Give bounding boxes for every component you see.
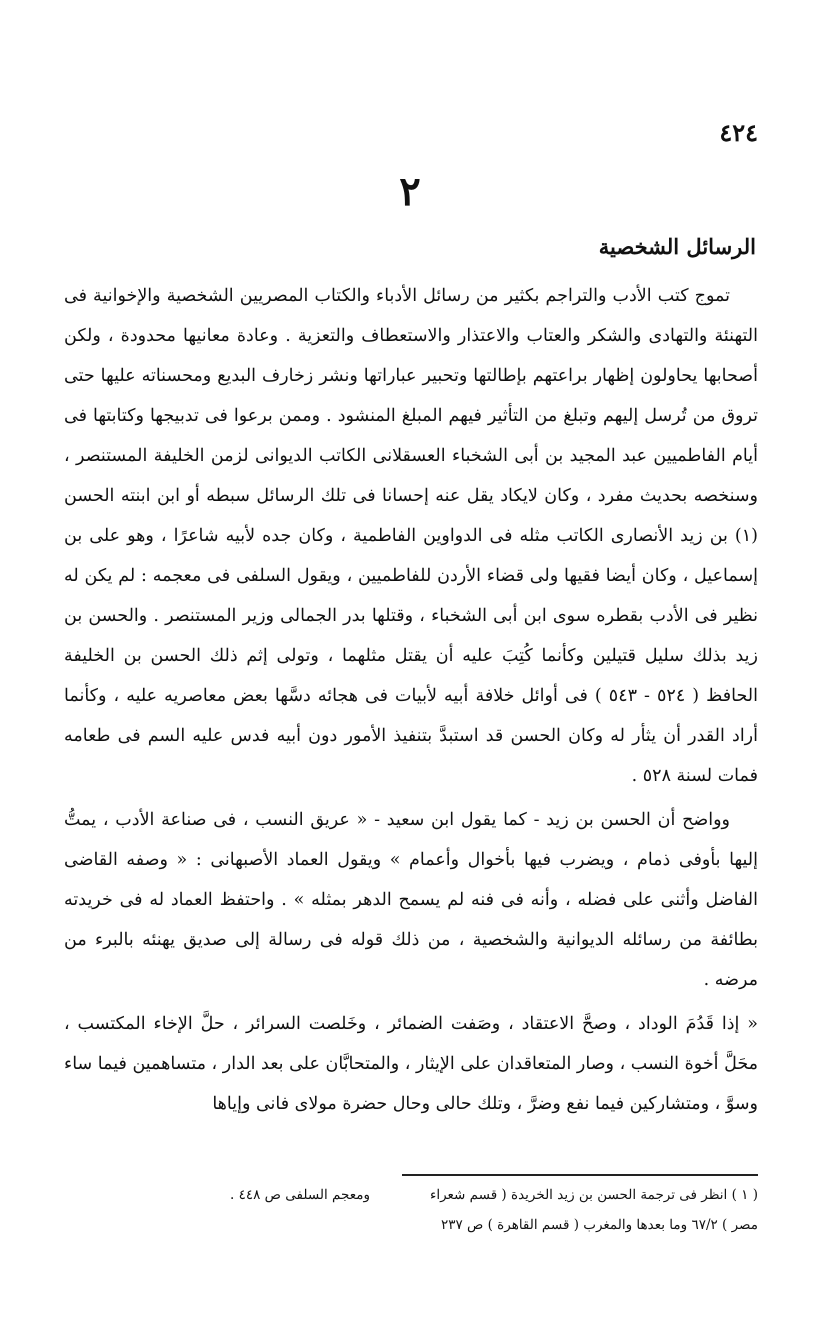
body-text xyxy=(64,276,758,1124)
footnote-1-continuation: ومعجم السلفى ص ٤٤٨ . xyxy=(230,1187,370,1203)
footnote-line-2: مصر ) ٦٧/٢ وما بعدها والمغرب ( قسم القاهرة ) ص ٢٣٧ xyxy=(440,1217,758,1233)
page-number: ٤٢٤ xyxy=(719,118,758,147)
footnote-line-1 xyxy=(64,1180,758,1210)
footnotes xyxy=(64,1180,758,1240)
paragraph-3-quote: « إذا قَدُمَ الوداد ، وصحَّ الاعتقاد ، وصَفت الضمائر ، وخَلصت السرائر ، حلَّ الإخاء المكتسب ، محَلَّ أخوة النسب ، وصار المتعاقدان على الإيثار ، والمتحابَّان على بعد الدار ، متساهمين فيما ساء وسوَّ ، ومتشاركين فيما نفع وضرَّ ، وتلك حالى وحال حضرة مولاى فانى وإياها xyxy=(64,1014,758,1114)
footnote-1-text: ( ١ ) انظر فى ترجمة الحسن بن زيد الخريدة ( قسم شعراء xyxy=(430,1187,758,1203)
paragraph-2: وواضح أن الحسن بن زيد - كما يقول ابن سعيد - « عريق النسب ، فى صناعة الأدب ، يمتُّ إليها بأوفى ذمام ، ويضرب فيها بأخوال وأعمام » ويقول العماد الأصبهانى : « وصفه القاضى الفاضل وأثنى على فضله ، وأنه فى فنه لم يسمح الدهر بمثله » . واحتفظ العماد له فى خريدته بطائفة من رسائله الديوانية والشخصية ، من ذلك قوله فى رسالة إلى صديق يهنئه بالبرء من مرضه . xyxy=(64,810,758,990)
section-title: الرسائل الشخصية xyxy=(598,234,756,259)
footnote-divider xyxy=(402,1174,758,1176)
chapter-number: ٢ xyxy=(399,168,421,215)
paragraph-1: تموج كتب الأدب والتراجم بكثير من رسائل الأدباء والكتاب المصريين الشخصية والإخوانية فى التهنئة والتهادى والشكر والعتاب والاعتذار والاستعطاف والتعزية . وعادة معانيها محدودة ، ولكن أصحابها يحاولون إظهار براعتهم بإطالتها وتحبير عباراتها ونشر زخارف البديع ومحسناته عليها حتى تروق من تُرسل إليهم وتبلغ من التأثير فيهم المبلغ المنشود . وممن برعوا فى تدبيجها وكتابتها فى أيام الفاطميين عبد المجيد بن أبى الشخباء العسقلانى الكاتب الديوانى لزمن الخليفة المستنصر ، وسنخصه بحديث مفرد ، وكان لايكاد يقل عنه إحسانا فى تلك الرسائل سبطه أو ابن ابنته الحسن (١) بن زيد الأنصارى الكاتب مثله فى الدواوين الفاطمية ، وكان جده لأبيه شاعرًا ، وهو على بن إسماعيل ، وكان أيضا فقيها ولى قضاء الأردن للفاطميين ، ويقول السلفى فى معجمه : لم يكن له نظير فى الأدب بقطره سوى ابن أبى الشخباء ، وقتلها بدر الجمالى وزير المستنصر . والحسن بن زيد بذلك سليل قتيلين وكأنما كُتِبَ عليه أن يقتل مثلهما ، وتولى إثم ذلك الحسن بن الخليفة الحافظ ( ٥٢٤ - ٥٤٣ ) فى أوائل خلافة أبيه لأبيات فى هجائه دسَّها بعض معاصريه عليه ، وكأنما أراد القدر أن يثأر له وكان الحسن قد استبدَّ بتنفيذ الأمور دون أبيه فدس عليه السم فى طعامه فمات لسنة ٥٢٨ . xyxy=(64,286,758,786)
